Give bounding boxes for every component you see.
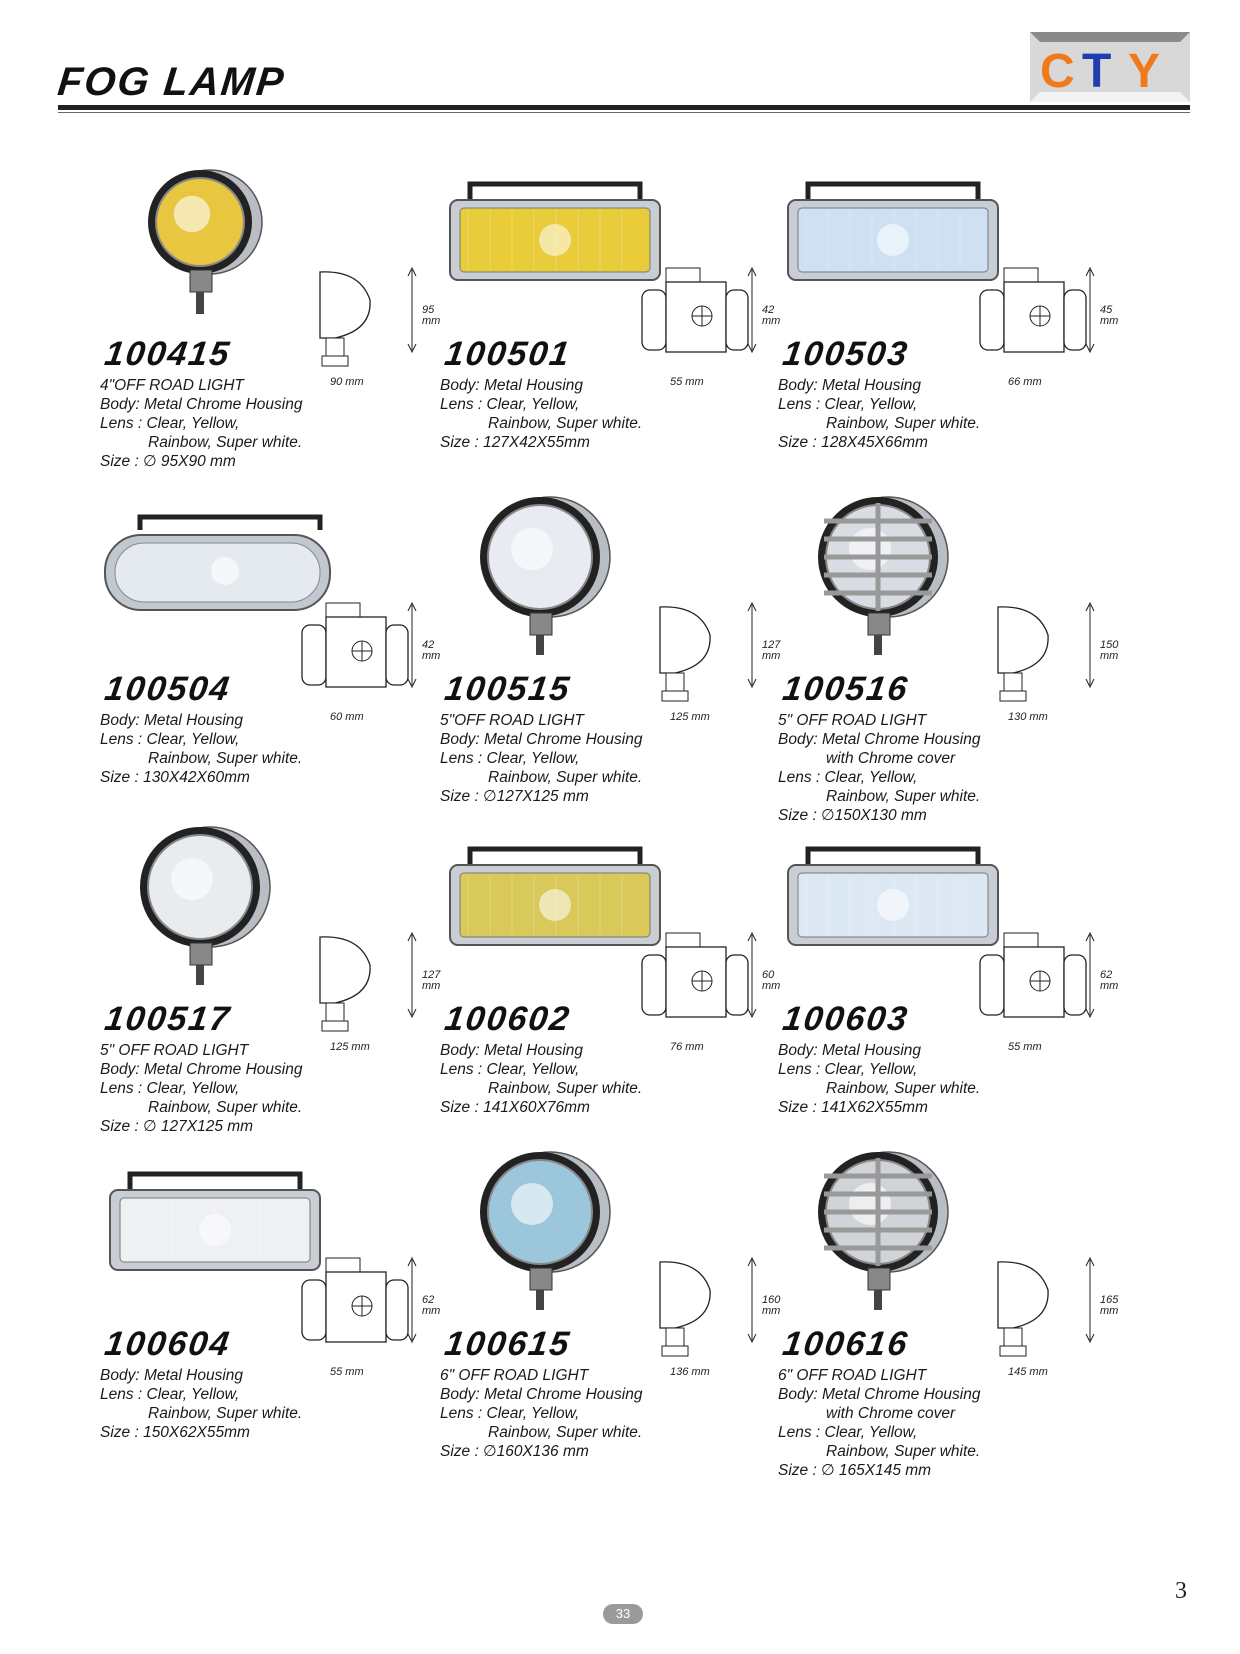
spec-size: Size : 128X45X66mm — [778, 434, 928, 451]
product-card-100603 — [778, 815, 1148, 1155]
dimension-diagram — [290, 1250, 420, 1360]
dim-height: 127 mm — [762, 639, 781, 662]
dimension-diagram — [968, 260, 1098, 370]
product-code: 100615 — [442, 1325, 574, 1363]
product-code: 100503 — [780, 335, 912, 373]
spec-body: Body: Metal Chrome Housing — [778, 731, 981, 748]
product-code: 100604 — [102, 1325, 234, 1363]
dim-width: 125 mm — [670, 711, 710, 723]
spec-lens: Lens : Clear, Yellow, — [100, 1386, 240, 1403]
page-title: FOG LAMP — [55, 60, 288, 104]
spec-size: Size : 127X42X55mm — [440, 434, 590, 451]
product-spec — [440, 1366, 642, 1461]
product-spec — [100, 1041, 302, 1136]
spec-lens-2: Rainbow, Super white. — [148, 1405, 303, 1422]
dim-width: 66 mm — [1008, 376, 1042, 388]
spec-body: Body: Metal Housing — [778, 377, 922, 394]
spec-body: Body: Metal Housing — [100, 1367, 244, 1384]
spec-type: 5"OFF ROAD LIGHT — [440, 712, 584, 729]
spec-lens-2: Rainbow, Super white. — [826, 788, 981, 805]
spec-size: Size : 141X60X76mm — [440, 1099, 590, 1116]
product-card-100516 — [778, 485, 1148, 825]
spec-lens: Lens : Clear, Yellow, — [778, 1424, 918, 1441]
product-code: 100602 — [442, 1000, 574, 1038]
spec-lens-2: Rainbow, Super white. — [826, 1080, 981, 1097]
product-code: 100616 — [780, 1325, 912, 1363]
product-spec — [440, 711, 642, 806]
page-pill: 33 — [603, 1604, 643, 1624]
dim-width: 55 mm — [670, 376, 704, 388]
product-card-100504 — [100, 485, 470, 825]
dim-height: 95 mm — [422, 304, 441, 327]
spec-body: Body: Metal Chrome Housing — [100, 1061, 303, 1078]
spec-body: Body: Metal Housing — [440, 377, 584, 394]
dim-width: 76 mm — [670, 1041, 704, 1053]
dim-width: 55 mm — [1008, 1041, 1042, 1053]
product-card-100602 — [440, 815, 810, 1155]
spec-body-2: with Chrome cover — [826, 1405, 956, 1422]
spec-type: 5" OFF ROAD LIGHT — [100, 1042, 249, 1059]
spec-lens: Lens : Clear, Yellow, — [100, 415, 240, 432]
product-card-100501 — [440, 150, 810, 490]
spec-size: Size : ∅ 127X125 mm — [100, 1118, 254, 1135]
spec-lens-2: Rainbow, Super white. — [488, 1080, 643, 1097]
spec-lens: Lens : Clear, Yellow, — [778, 396, 918, 413]
spec-body: Body: Metal Housing — [440, 1042, 584, 1059]
spec-lens-2: Rainbow, Super white. — [826, 415, 981, 432]
page-number: 3 — [1175, 1578, 1187, 1604]
spec-lens: Lens : Clear, Yellow, — [440, 1061, 580, 1078]
dim-height: 42 mm — [762, 304, 781, 327]
product-spec — [100, 1366, 302, 1442]
spec-lens: Lens : Clear, Yellow, — [440, 1405, 580, 1422]
dimension-diagram — [968, 1250, 1098, 1360]
dimension-diagram — [630, 925, 760, 1035]
spec-size: Size : 141X62X55mm — [778, 1099, 928, 1116]
product-spec — [440, 376, 642, 452]
svg-text:Y: Y — [1128, 45, 1161, 98]
spec-type: 6" OFF ROAD LIGHT — [440, 1367, 589, 1384]
product-spec — [778, 1041, 980, 1117]
product-card-100615 — [440, 1140, 810, 1480]
product-code: 100603 — [780, 1000, 912, 1038]
spec-body-2: with Chrome cover — [826, 750, 956, 767]
spec-body: Body: Metal Chrome Housing — [778, 1386, 981, 1403]
product-spec — [440, 1041, 642, 1117]
dim-height: 45 mm — [1100, 304, 1119, 327]
spec-lens: Lens : Clear, Yellow, — [440, 396, 580, 413]
dim-width: 55 mm — [330, 1366, 364, 1378]
cty-logo — [1030, 32, 1190, 102]
spec-lens: Lens : Clear, Yellow, — [778, 1061, 918, 1078]
dimension-diagram — [968, 595, 1098, 705]
dim-height: 165 mm — [1100, 1294, 1119, 1317]
dimension-diagram — [290, 595, 420, 705]
product-card-100517 — [100, 815, 470, 1155]
svg-text:T: T — [1082, 45, 1112, 98]
product-card-100503 — [778, 150, 1148, 490]
dim-width: 90 mm — [330, 376, 364, 388]
spec-size: Size : ∅160X136 mm — [440, 1443, 589, 1460]
spec-size: Size : ∅ 95X90 mm — [100, 453, 236, 470]
dimension-diagram — [290, 925, 420, 1035]
dimension-diagram — [630, 260, 760, 370]
spec-size: Size : ∅ 165X145 mm — [778, 1462, 932, 1479]
product-card-100616 — [778, 1140, 1148, 1480]
dimension-diagram — [630, 595, 760, 705]
spec-body: Body: Metal Chrome Housing — [440, 731, 643, 748]
spec-size: Size : 150X62X55mm — [100, 1424, 250, 1441]
dim-height: 150 mm — [1100, 639, 1119, 662]
dim-height: 42 mm — [422, 639, 441, 662]
product-code: 100516 — [780, 670, 912, 708]
spec-type: 4"OFF ROAD LIGHT — [100, 377, 244, 394]
dim-height: 127 mm — [422, 969, 441, 992]
spec-lens: Lens : Clear, Yellow, — [440, 750, 580, 767]
spec-size: Size : ∅150X130 mm — [778, 807, 927, 824]
dimension-diagram — [630, 1250, 760, 1360]
spec-lens-2: Rainbow, Super white. — [826, 1443, 981, 1460]
product-spec — [778, 711, 980, 825]
dim-height: 62 mm — [1100, 969, 1119, 992]
product-spec — [778, 376, 980, 452]
spec-lens: Lens : Clear, Yellow, — [100, 1080, 240, 1097]
spec-body: Body: Metal Housing — [100, 712, 244, 729]
product-card-100604 — [100, 1140, 470, 1480]
product-spec — [100, 376, 302, 471]
spec-lens-2: Rainbow, Super white. — [148, 434, 303, 451]
dim-height: 60 mm — [762, 969, 781, 992]
product-card-100515 — [440, 485, 810, 825]
dim-height: 160 mm — [762, 1294, 781, 1317]
product-card-100415 — [100, 150, 470, 490]
product-spec — [100, 711, 302, 787]
product-code: 100515 — [442, 670, 574, 708]
spec-body: Body: Metal Chrome Housing — [100, 396, 303, 413]
dim-width: 130 mm — [1008, 711, 1048, 723]
svg-text:C: C — [1040, 45, 1075, 98]
spec-body: Body: Metal Housing — [778, 1042, 922, 1059]
spec-lens: Lens : Clear, Yellow, — [100, 731, 240, 748]
spec-type: 5" OFF ROAD LIGHT — [778, 712, 927, 729]
spec-size: Size : ∅127X125 mm — [440, 788, 589, 805]
dim-width: 145 mm — [1008, 1366, 1048, 1378]
dim-width: 136 mm — [670, 1366, 710, 1378]
spec-lens: Lens : Clear, Yellow, — [778, 769, 918, 786]
header-rule — [58, 105, 1190, 110]
product-code: 100517 — [102, 1000, 234, 1038]
product-spec — [778, 1366, 980, 1480]
header-rule-thin — [58, 112, 1190, 113]
spec-size: Size : 130X42X60mm — [100, 769, 250, 786]
product-code: 100501 — [442, 335, 574, 373]
spec-lens-2: Rainbow, Super white. — [148, 1099, 303, 1116]
dim-width: 60 mm — [330, 711, 364, 723]
spec-lens-2: Rainbow, Super white. — [488, 1424, 643, 1441]
dimension-diagram — [290, 260, 420, 370]
dim-height: 62 mm — [422, 1294, 441, 1317]
dimension-diagram — [968, 925, 1098, 1035]
product-code: 100415 — [102, 335, 234, 373]
dim-width: 125 mm — [330, 1041, 370, 1053]
product-code: 100504 — [102, 670, 234, 708]
spec-lens-2: Rainbow, Super white. — [488, 415, 643, 432]
spec-lens-2: Rainbow, Super white. — [148, 750, 303, 767]
spec-body: Body: Metal Chrome Housing — [440, 1386, 643, 1403]
spec-type: 6" OFF ROAD LIGHT — [778, 1367, 927, 1384]
spec-lens-2: Rainbow, Super white. — [488, 769, 643, 786]
